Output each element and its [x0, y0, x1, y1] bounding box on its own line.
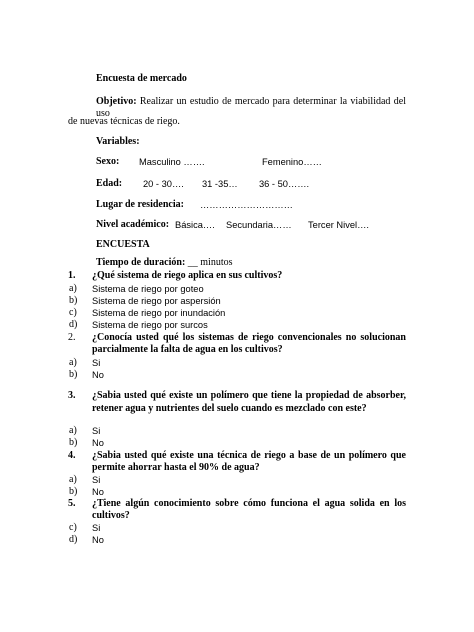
question-text: ¿Sabia usted qué existe una técnica de riego a base de un polímero que [92, 450, 406, 461]
option-text: No [92, 438, 104, 448]
question-text: parcialmente la falta de agua en los cultivos? [92, 344, 283, 355]
edad-option-36-50: 36 - 50……. [259, 179, 310, 189]
option-marker: d) [69, 534, 78, 545]
question-text: cultivos? [92, 510, 130, 521]
duration-line [96, 257, 233, 269]
option-marker: a) [69, 357, 77, 368]
option-marker: a) [69, 425, 77, 436]
option-text: Sistema de riego por goteo [92, 284, 204, 294]
question-text: ¿Conocía usted qué los sistemas de riego convencionales no solucionan [92, 332, 406, 343]
option-text: Sistema de riego por aspersión [92, 296, 221, 306]
lugar-label: Lugar de residencia: [96, 199, 184, 210]
sexo-option-femenino: Femenino…… [262, 157, 322, 167]
variables-heading: Variables: [96, 136, 140, 147]
option-marker: a) [69, 474, 77, 485]
edad-label: Edad: [96, 178, 123, 189]
option-text: Si [92, 426, 101, 436]
option-marker: c) [69, 307, 77, 318]
survey-heading: ENCUESTA [96, 239, 150, 250]
option-marker: c) [69, 522, 77, 533]
option-text: Si [92, 523, 101, 533]
lugar-blank: ………………………… [200, 200, 293, 210]
edad-option-20-30: 20 - 30…. [143, 179, 184, 189]
option-marker: b) [69, 295, 78, 306]
question-text: ¿Tiene algún conocimiento sobre cómo funciona el agua solida en los [92, 498, 406, 509]
option-text: Sistema de riego por surcos [92, 320, 208, 330]
option-marker: b) [69, 486, 78, 497]
option-marker: a) [69, 283, 77, 294]
objective-line-2: de nuevas técnicas de riego. [68, 116, 180, 127]
option-marker: b) [69, 369, 78, 380]
option-text: No [92, 535, 104, 545]
duration-label: Tiempo de duración: [96, 257, 186, 268]
edad-option-31-35: 31 -35… [202, 179, 238, 189]
question-number: 3. [68, 390, 76, 401]
option-text: Si [92, 475, 101, 485]
question-text: retener agua y nutrientes del suelo cuando es mezclado con este? [92, 403, 367, 414]
duration-value: __ minutos [187, 257, 233, 268]
sexo-option-masculino: Masculino ……. [139, 157, 205, 167]
question-text: ¿Sabia usted qué existe un polímero que tiene la propiedad de absorber, [92, 390, 406, 401]
question-number: 1. [68, 270, 76, 281]
option-text: Sistema de riego por inundación [92, 308, 226, 318]
question-text: ¿Qué sistema de riego aplica en sus cultivos? [92, 270, 283, 281]
option-marker: b) [69, 437, 78, 448]
nivel-option-basica: Básica…. [175, 220, 215, 230]
sexo-label: Sexo: [96, 156, 120, 167]
nivel-option-secundaria: Secundaria…… [226, 220, 292, 230]
objective-text-1: Realizar un estudio de mercado para determinar la viabilidad del uso [96, 96, 406, 119]
option-text: No [92, 487, 104, 497]
question-text: permite ahorrar hasta el 90% de agua? [92, 462, 260, 473]
question-number: 4. [68, 450, 76, 461]
option-text: No [92, 370, 104, 380]
option-text: Si [92, 358, 101, 368]
objective-label: Objetivo: [96, 96, 137, 107]
question-number: 5. [68, 498, 76, 509]
page-title: Encuesta de mercado [96, 73, 187, 84]
option-marker: d) [69, 319, 78, 330]
nivel-label: Nivel académico: [96, 219, 170, 230]
question-number: 2. [68, 332, 76, 343]
nivel-option-tercer: Tercer Nivel…. [308, 220, 369, 230]
